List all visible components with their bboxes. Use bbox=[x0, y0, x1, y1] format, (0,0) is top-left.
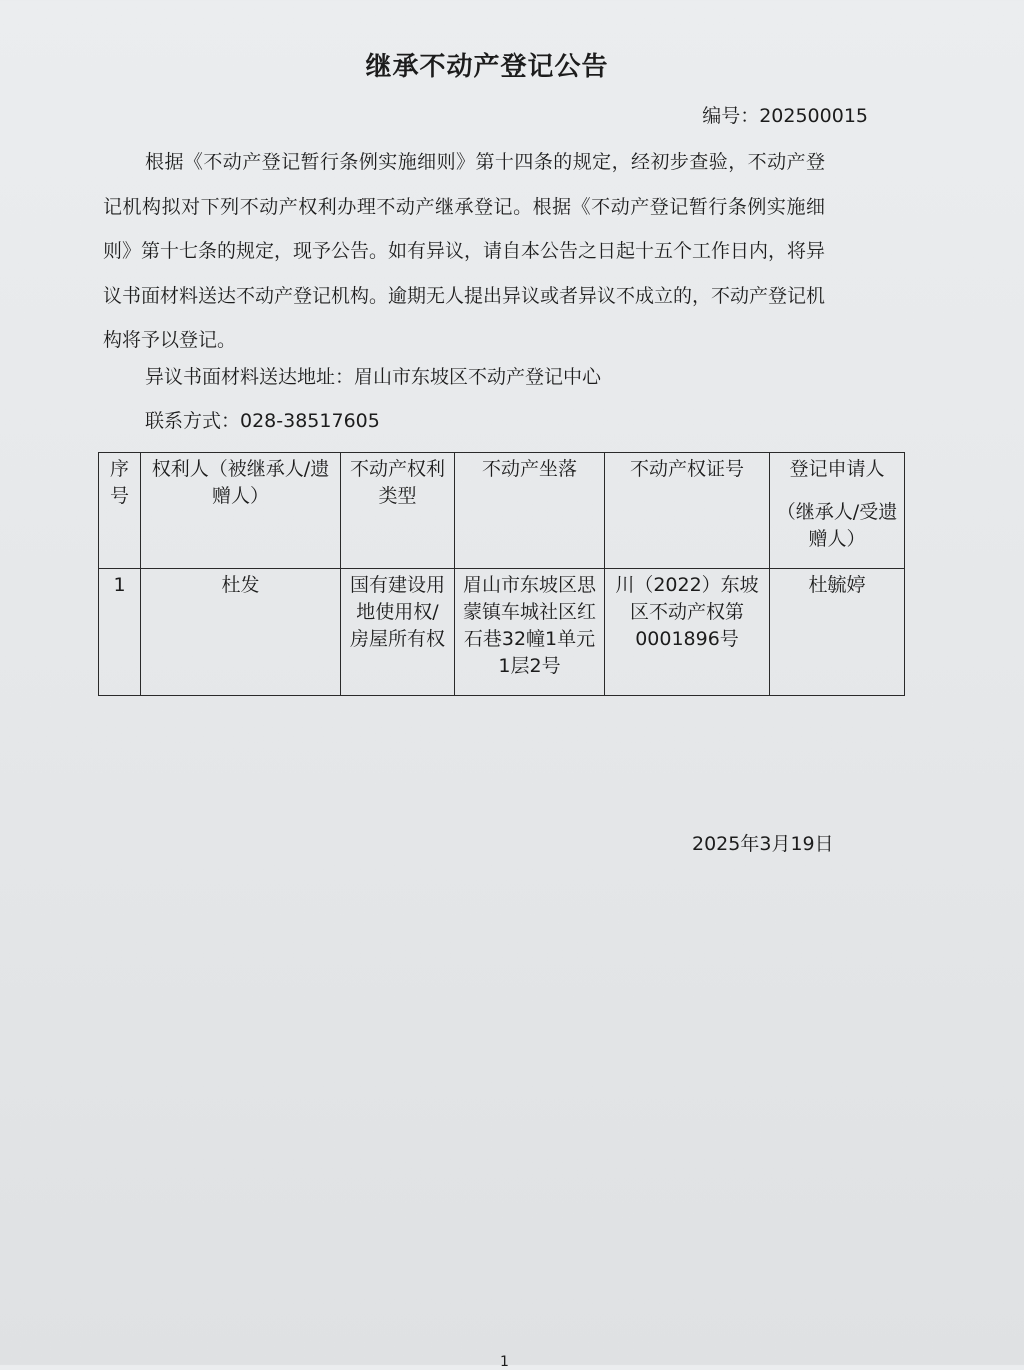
cell-location: 眉山市东坡区思蒙镇车城社区红石巷32幢1单元1层2号 bbox=[455, 569, 605, 696]
cell-cert-no: 川（2022）东坡区不动产权第0001896号 bbox=[605, 569, 770, 696]
notice-body-paragraph: 根据《不动产登记暂行条例实施细则》第十四条的规定，经初步查验，不动产登记机构拟对下列不动产权利办理不动产继承登记。根据《不动产登记暂行条例实施细则》第十七条的规定，现予公告。如有异议，请自本公告之日起十五个工作日内，将异议书面材料送达不动产登记机构。逾期无人提出异议或者异议不成立的，不动产登记机构将予以登记。 bbox=[103, 151, 826, 351]
registration-table bbox=[98, 452, 905, 696]
cell-right-type: 国有建设用地使用权/房屋所有权 bbox=[341, 569, 455, 696]
header-right-type: 不动产权利类型 bbox=[341, 453, 455, 569]
notice-title: 继承不动产登记公告 bbox=[365, 52, 609, 82]
header-seq: 序号 bbox=[99, 453, 141, 569]
header-location: 不动产坐落 bbox=[455, 453, 605, 569]
cell-holder: 杜发 bbox=[141, 569, 341, 696]
contact-info: 联系方式：028-38517605 bbox=[145, 410, 380, 432]
header-holder: 权利人（被继承人/遗赠人） bbox=[141, 453, 341, 569]
header-cert-no: 不动产权证号 bbox=[605, 453, 770, 569]
header-applicant-label: 登记申请人 bbox=[789, 458, 885, 480]
table-row bbox=[99, 569, 905, 696]
objection-address: 异议书面材料送达地址：眉山市东坡区不动产登记中心 bbox=[145, 366, 602, 388]
table-header-row bbox=[99, 453, 905, 569]
cell-seq: 1 bbox=[99, 569, 141, 696]
header-applicant bbox=[770, 453, 905, 569]
page-number: 1 bbox=[500, 1354, 509, 1370]
document-number: 编号：202500015 bbox=[702, 105, 868, 127]
notice-date: 2025年3月19日 bbox=[692, 833, 834, 855]
header-applicant-sub: （继承人/受遗赠人） bbox=[776, 501, 898, 550]
cell-applicant: 杜毓婷 bbox=[770, 569, 905, 696]
